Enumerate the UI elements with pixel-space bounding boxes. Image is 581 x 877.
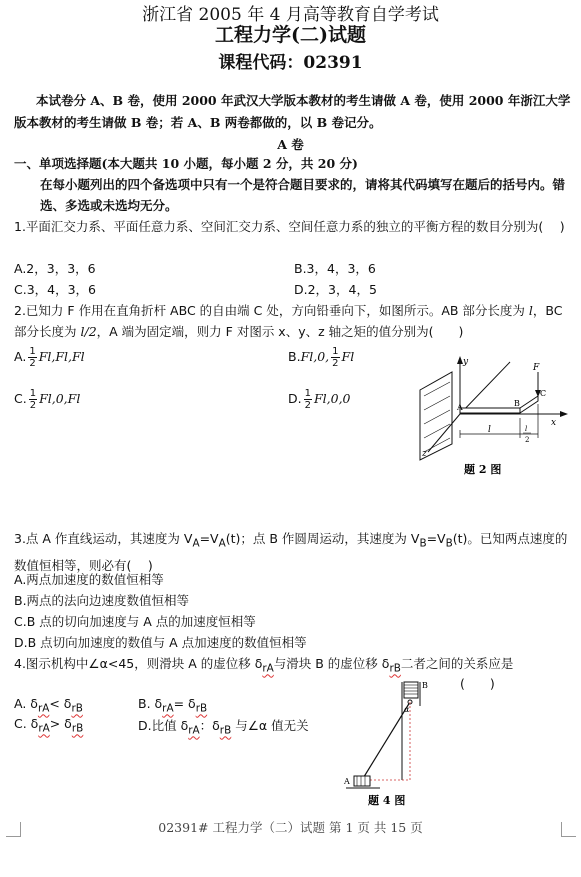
q3-option-c: C.B 点的切向加速度与 A 点的加速度恒相等 (14, 614, 256, 629)
intro-paragraph: 本试卷分 A、B 卷，使用 2000 年武汉大学版本教材的考生请做 A 卷，使用 2000 年浙江大学版本教材的考生请做 B 卷；若 A、B 两卷都做的，以 B 卷记分。 (14, 93, 571, 130)
fraction (29, 388, 37, 411)
exam-header: 浙江省 2005 年 4 月高等教育自学考试 (142, 5, 439, 25)
slider-b (402, 682, 420, 780)
fraction (331, 346, 339, 369)
q3-stem-part2: =V (199, 531, 219, 546)
q4-option-b-text: B. δ (138, 696, 163, 711)
q1-option-b: B.3，4，3，6 (294, 261, 376, 276)
q4-stem-part3: 二者之间的关系应是 (400, 656, 514, 671)
q4-option-c-mid: > δ (49, 716, 72, 731)
q1-stem (14, 216, 570, 237)
q1-option-d: D.2，3，4，5 (294, 282, 377, 297)
q4-answer-paren: ( ) (460, 676, 495, 691)
q2-var-l: l (528, 303, 533, 318)
q2-option-b-label: B. (288, 349, 301, 364)
dimension-l-half-num: l (525, 425, 528, 433)
diagonal-line (460, 362, 510, 414)
q2-option-b-expr: Fl,0, (300, 349, 330, 364)
q4-option-b-mid: = δ (173, 696, 196, 711)
q3-stem-part1: 3.点 A 作直线运动，其速度为 V (14, 531, 193, 546)
q3-stem (14, 528, 572, 576)
q4-option-c (14, 716, 83, 735)
x-axis-label: x (551, 418, 557, 428)
q4-sub-ra: rA (262, 662, 274, 675)
q1-option-c: C.3，4，3，6 (14, 282, 97, 297)
q2-option-a-label: A. (14, 349, 27, 364)
course-code: 课程代码：02391 (218, 53, 363, 73)
point-a-label: A (457, 403, 463, 412)
q1-stem-text: 1.平面汇交力系、平面任意力系、空间汇交力系、空间任意力系的独立的平衡方程的数目分别为( ) (14, 219, 565, 234)
fraction-numerator: 1 (29, 388, 37, 399)
q3-sub-b2: B (445, 537, 453, 550)
section-heading: 一、单项选择题(本大题共 10 小题，每小题 2 分，共 20 分) (14, 156, 358, 171)
q4-option-c-sub2: rB (71, 722, 84, 735)
q2-option-b (288, 346, 354, 369)
q2-option-d-expr: Fl,0,0 (313, 391, 351, 406)
q4-option-a-text: A. δ (14, 696, 38, 711)
q4-option-d-text3: 与∠α 值无关 (231, 718, 309, 733)
corner-mark-right (561, 822, 576, 837)
fixed-wall (420, 372, 452, 460)
q3-stem-part5: (t)。已知两点速度的数值恒相等，则必有( ) (14, 531, 568, 573)
bar-bc (520, 396, 538, 413)
page-title: 工程力学(二)试题 (215, 24, 366, 46)
q4-stem-part2: 与滑块 B 的虚位移 δ (273, 656, 390, 671)
q2-figure (410, 352, 575, 480)
q4-stem-part1: 4.图示机构中∠α<45，则滑块 A 的虚位移 δ (14, 656, 263, 671)
fraction-denominator: 2 (304, 400, 311, 411)
q2-stem-part2: ，BC 部分长度为 (14, 303, 563, 339)
q3-option-b: B.两点的法向边速度数值恒相等 (14, 593, 190, 608)
force-f-label: F (533, 363, 540, 373)
q4-option-c-text: C. δ (14, 716, 39, 731)
dimension-l-half-den: 2 (525, 436, 530, 444)
z-axis-label: z (422, 449, 427, 459)
q4-option-d-sub2: rB (219, 724, 232, 737)
q2-stem-part3: ，A 端为固定端，则力 F 对图示 x、y、z 轴之矩的值分别为( ) (96, 324, 464, 339)
slider-a-label: A (344, 777, 350, 786)
q2-stem (14, 300, 572, 342)
q3-stem-part4: =V (426, 531, 446, 546)
q2-option-c-expr: Fl,0,Fl (39, 391, 81, 406)
fraction-denominator: 2 (29, 400, 37, 411)
q4-figure (340, 676, 430, 810)
point-b-label: B (514, 399, 520, 408)
q3-option-d: D.B 点切向加速度的数值与 A 点加速度的数值恒相等 (14, 635, 307, 650)
fraction (304, 388, 312, 411)
q2-option-a (14, 346, 85, 369)
fraction-denominator: 2 (29, 358, 36, 369)
q3-option-a: A.两点加速度的数值恒相等 (14, 572, 164, 587)
q2-var-l-half: l/2 (80, 324, 97, 339)
q4-option-a (14, 696, 83, 715)
q4-option-c-sub1: rA (38, 722, 50, 735)
q3-sub-b: B (419, 537, 427, 550)
q4-sub-rb: rB (389, 662, 401, 675)
q4-figure-caption: 题 4 图 (368, 794, 406, 807)
q4-option-b (138, 696, 207, 715)
corner-mark-left (6, 822, 21, 837)
bar-ab (460, 408, 520, 413)
section-instruction: 在每小题列出的四个备选项中只有一个是符合题目要求的，请将其代码填写在题后的括号内。错选、多选或未选均无分。 (40, 177, 566, 213)
q2-option-c-label: C. (14, 391, 27, 406)
dimension-l-label: l (488, 425, 491, 435)
fraction-numerator: 1 (332, 346, 339, 357)
y-axis-label: y (463, 357, 469, 367)
q4-option-a-sub2: rB (71, 702, 83, 715)
q4-stem (14, 654, 513, 675)
fraction (28, 346, 36, 369)
q2-figure-caption: 题 2 图 (464, 463, 502, 476)
slider-a (346, 776, 380, 788)
q4-option-a-mid: < δ (49, 696, 72, 711)
paper-a-heading: A 卷 (277, 137, 304, 152)
q4-option-d-text1: D.比值 δ (138, 718, 189, 733)
q4-option-d-sub1: rA (188, 724, 200, 737)
q4-option-d (138, 716, 309, 737)
angle-alpha-label: α (404, 705, 410, 714)
q4-option-d-text2: ：δ (199, 718, 220, 733)
fraction-numerator: 1 (29, 346, 36, 357)
page-footer: 02391# 工程力学（二）试题 第 1 页 共 15 页 (158, 820, 423, 835)
q1-option-a: A.2，3，3，6 (14, 261, 96, 276)
q4-option-a-sub1: rA (37, 702, 50, 715)
q3-sub-a2: A (218, 537, 226, 550)
q2-option-d (288, 388, 351, 411)
q2-option-d-label: D. (288, 391, 302, 406)
q2-option-b-expr-end: Fl (341, 349, 355, 364)
slider-b-label: B (422, 681, 428, 690)
q3-sub-a: A (192, 537, 200, 550)
q2-option-a-expr: Fl,Fl,Fl (38, 349, 85, 364)
q3-stem-part3: (t)；点 B 作圆周运动，其速度为 V (225, 531, 420, 546)
q2-option-c (14, 388, 80, 411)
q4-option-b-sub1: rA (162, 702, 174, 715)
fraction-numerator: 1 (304, 388, 311, 399)
connecting-rod (362, 702, 410, 780)
q2-stem-part1: 2.已知力 F 作用在直角折杆 ABC 的自由端 C 处，方向铅垂向下，如图所示。AB 部分长度为 (14, 303, 529, 318)
fraction-denominator: 2 (332, 358, 339, 369)
q4-option-b-sub2: rB (195, 702, 208, 715)
point-c-label: C (540, 389, 547, 398)
